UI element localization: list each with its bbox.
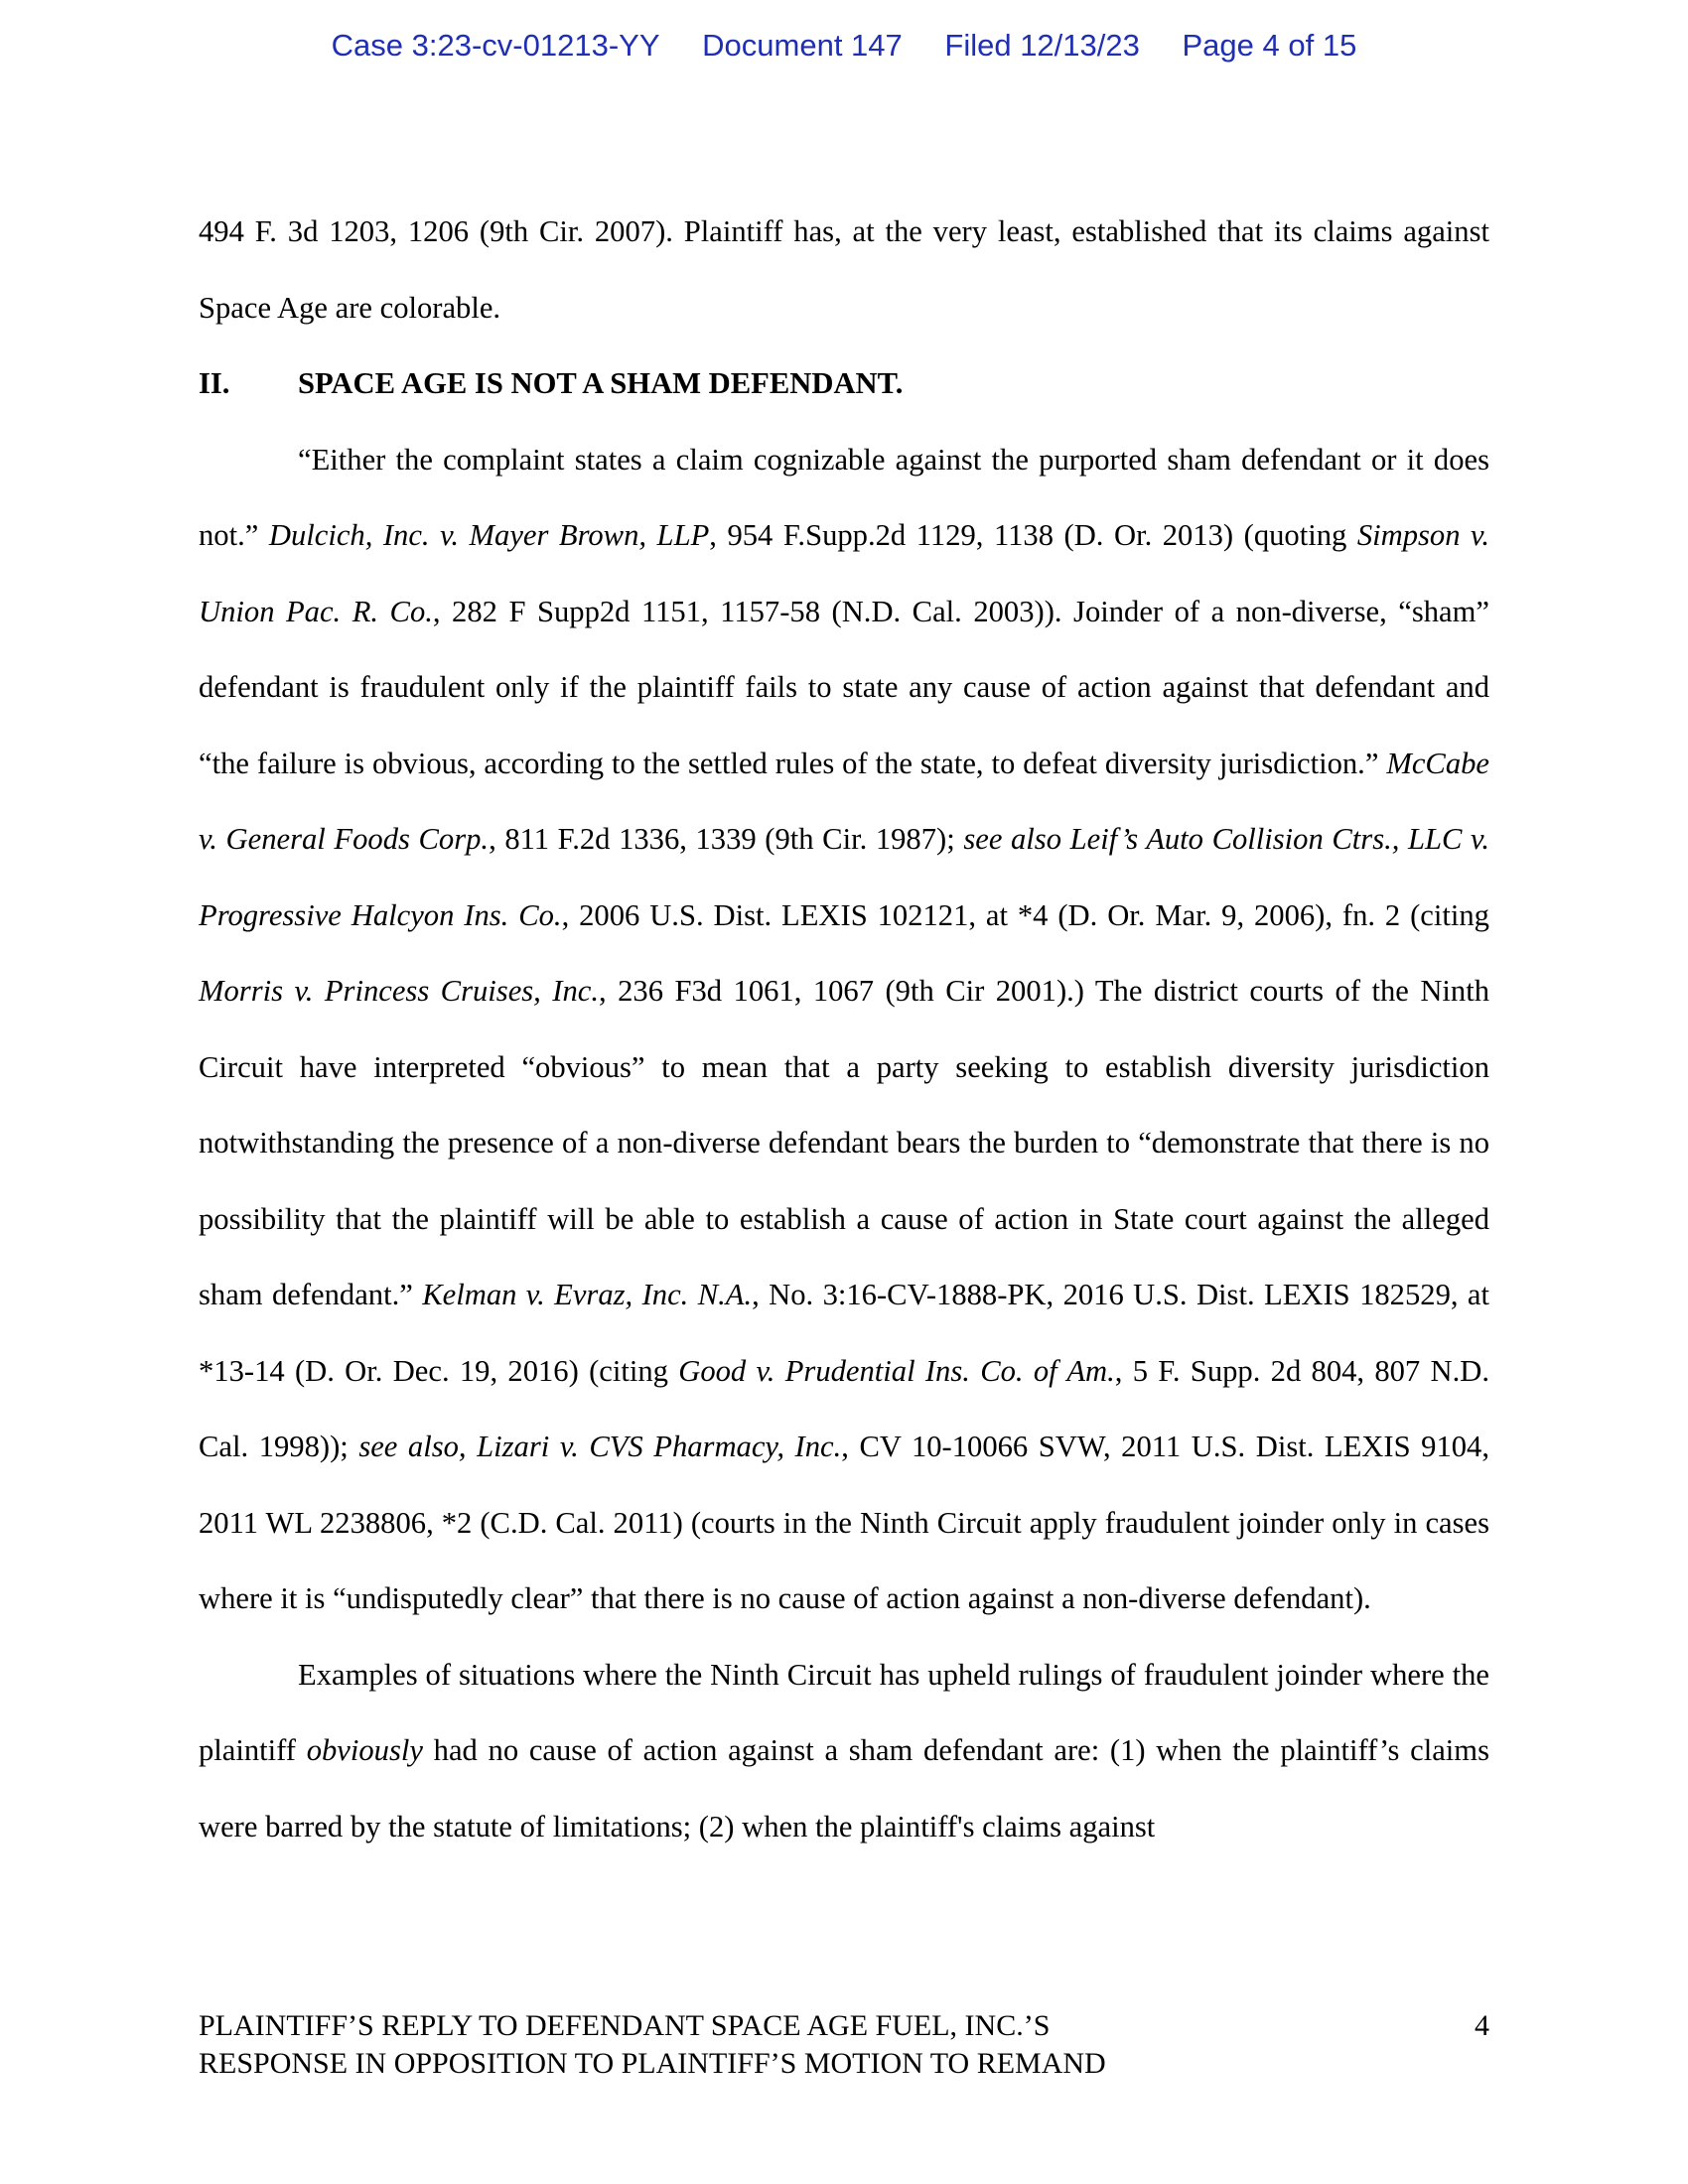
paragraph-2: “Either the complaint states a claim cognizable against the purported sham defendant or it does not.” Dulcich, Inc. v. Mayer Brown, LLP, 954 F.Supp.2d 1129, 1138 (D. Or. 2013) (quoting Simpson v. Union Pac. R. Co., 282 F Supp2d 1151, 1157-58 (N.D. Cal. 2003)). Joinder of a non-diverse, “sham” defendant is fraudulent only if the plaintiff fails to state any cause of action against that defendant and “the failure is obvious, according to the settled rules of the state, to defeat diversity jurisdiction.” McCabe v. General Foods Corp., 811 F.2d 1336, 1339 (9th Cir. 1987); see also Leif’s Auto Collision Ctrs., LLC v. Progressive Halcyon Ins. Co., 2006 U.S. Dist. LEXIS 102121, at *4 (D. Or. Mar. 9, 2006), fn. 2 (citing Morris v. Princess Cruises, Inc., 236 F3d 1061, 1067 (9th Cir 2001).) The district courts of the Ninth Circuit have interpreted “obvious” to mean that a party seeking to establish diversity jurisdiction notwithstanding the presence of a non-diverse defendant bears the burden to “demonstrate that there is no possibility that the plaintiff will be able to establish a cause of action in State court against the alleged sham defendant.” Kelman v. Evraz, Inc. N.A., No. 3:16-CV-1888-PK, 2016 U.S. Dist. LEXIS 182529, at *13-14 (D. Or. Dec. 19, 2016) (citing Good v. Prudential Ins. Co. of Am., 5 F. Supp. 2d 804, 807 N.D. Cal. 1998)); see also, Lizari v. CVS Pharmacy, Inc., CV 10-10066 SVW, 2011 U.S. Dist. LEXIS 9104, 2011 WL 2238806, *2 (C.D. Cal. 2011) (courts in the Ninth Circuit apply fraudulent joinder only in cases where it is “undisputedly clear” that there is no cause of action against a non-diverse defendant).: [199, 442, 1490, 1615]
document-number: Document 147: [702, 28, 903, 63]
case-citation: McCabe v. General Foods Corp.: [199, 746, 1489, 856]
section-heading: [199, 345, 1489, 422]
section-title: SPACE AGE IS NOT A SHAM DEFENDANT.: [298, 366, 904, 400]
section-number: II.: [199, 366, 230, 400]
paragraph-1: 494 F. 3d 1203, 1206 (9th Cir. 2007). Plaintiff has, at the very least, established that its claims against Space Age are colorable.: [199, 214, 1489, 325]
paragraph-3: Examples of situations where the Ninth Circuit has upheld rulings of fraudulent joinder where the plaintiff obviously had no cause of action against a sham defendant are: (1) when the plaintiff’s claims were barred by the statute of limitations; (2) when the plaintiff's claims against: [199, 1657, 1489, 1843]
ecf-header: [0, 28, 1688, 64]
case-citation: obviously: [306, 1733, 423, 1767]
case-citation: see also Leif’s Auto Collision Ctrs., LLC v. Progressive Halcyon Ins. Co.: [199, 822, 1489, 932]
footer-title-line-1: PLAINTIFF’S REPLY TO DEFENDANT SPACE AGE FUEL, INC.’S: [199, 2009, 1051, 2042]
case-citation: Simpson v. Union Pac. R. Co.: [199, 518, 1489, 628]
footer-title-line-2: RESPONSE IN OPPOSITION TO PLAINTIFF’S MOTION TO REMAND: [199, 2047, 1106, 2080]
case-citation: Dulcich, Inc. v. Mayer Brown, LLP: [268, 518, 710, 552]
case-number: Case 3:23-cv-01213-YY: [331, 28, 660, 63]
case-citation: Kelman v. Evraz, Inc. N.A.: [422, 1278, 753, 1311]
filed-date: Filed 12/13/23: [944, 28, 1140, 63]
footer-page-number: 4: [1475, 2009, 1489, 2042]
case-citation: Morris v. Princess Cruises, Inc.: [199, 974, 600, 1008]
page-indicator: Page 4 of 15: [1182, 28, 1357, 63]
case-citation: see also, Lizari v. CVS Pharmacy, Inc.: [358, 1430, 842, 1463]
document-footer: [199, 2007, 1489, 2083]
document-body: [199, 194, 1489, 1864]
case-citation: Good v. Prudential Ins. Co. of Am.: [678, 1353, 1115, 1388]
